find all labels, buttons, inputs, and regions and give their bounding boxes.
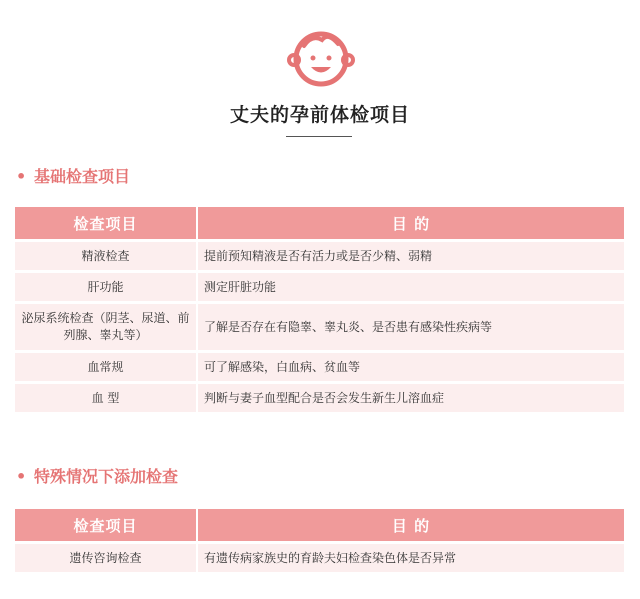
table-row bbox=[15, 304, 624, 350]
bullet-icon: • bbox=[16, 467, 27, 486]
section-heading-label: 特殊情况下添加检查 bbox=[34, 467, 179, 486]
page-title: 丈夫的孕前体检项目 bbox=[229, 104, 410, 126]
section-heading-special bbox=[16, 464, 178, 487]
cell-item: 遗传咨询检查 bbox=[15, 544, 198, 572]
baby-face-icon bbox=[286, 22, 356, 92]
table-row bbox=[15, 353, 624, 381]
column-header-item: 检查项目 bbox=[15, 509, 198, 541]
table-row bbox=[15, 273, 624, 301]
table-row bbox=[15, 384, 624, 412]
cell-item: 泌尿系统检查（阴茎、尿道、前列腺、睾丸等） bbox=[15, 304, 198, 350]
cell-purpose: 判断与妻子血型配合是否会发生新生儿溶血症 bbox=[198, 384, 624, 412]
basic-exam-table bbox=[15, 204, 624, 415]
table-row bbox=[15, 242, 624, 270]
cell-purpose: 了解是否存在有隐睾、睾丸炎、是否患有感染性疾病等 bbox=[198, 304, 624, 350]
cell-item: 肝功能 bbox=[15, 273, 198, 301]
cell-item: 血常规 bbox=[15, 353, 198, 381]
section-heading-basic bbox=[16, 164, 130, 187]
special-exam-table bbox=[15, 506, 624, 575]
column-header-item: 检查项目 bbox=[15, 207, 198, 239]
cell-purpose: 提前预知精液是否有活力或是否少精、弱精 bbox=[198, 242, 624, 270]
cell-item: 血 型 bbox=[15, 384, 198, 412]
table-header-row bbox=[15, 509, 624, 541]
cell-purpose: 测定肝脏功能 bbox=[198, 273, 624, 301]
column-header-purpose: 目 的 bbox=[198, 509, 624, 541]
title-divider bbox=[286, 136, 352, 137]
table-row bbox=[15, 544, 624, 572]
column-header-purpose: 目 的 bbox=[198, 207, 624, 239]
section-heading-label: 基础检查项目 bbox=[34, 167, 131, 186]
table-header-row bbox=[15, 207, 624, 239]
cell-purpose: 可了解感染，白血病、贫血等 bbox=[198, 353, 624, 381]
bullet-icon: • bbox=[16, 167, 27, 186]
cell-purpose: 有遗传病家族史的育龄夫妇检查染色体是否异常 bbox=[198, 544, 624, 572]
cell-item: 精液检查 bbox=[15, 242, 198, 270]
